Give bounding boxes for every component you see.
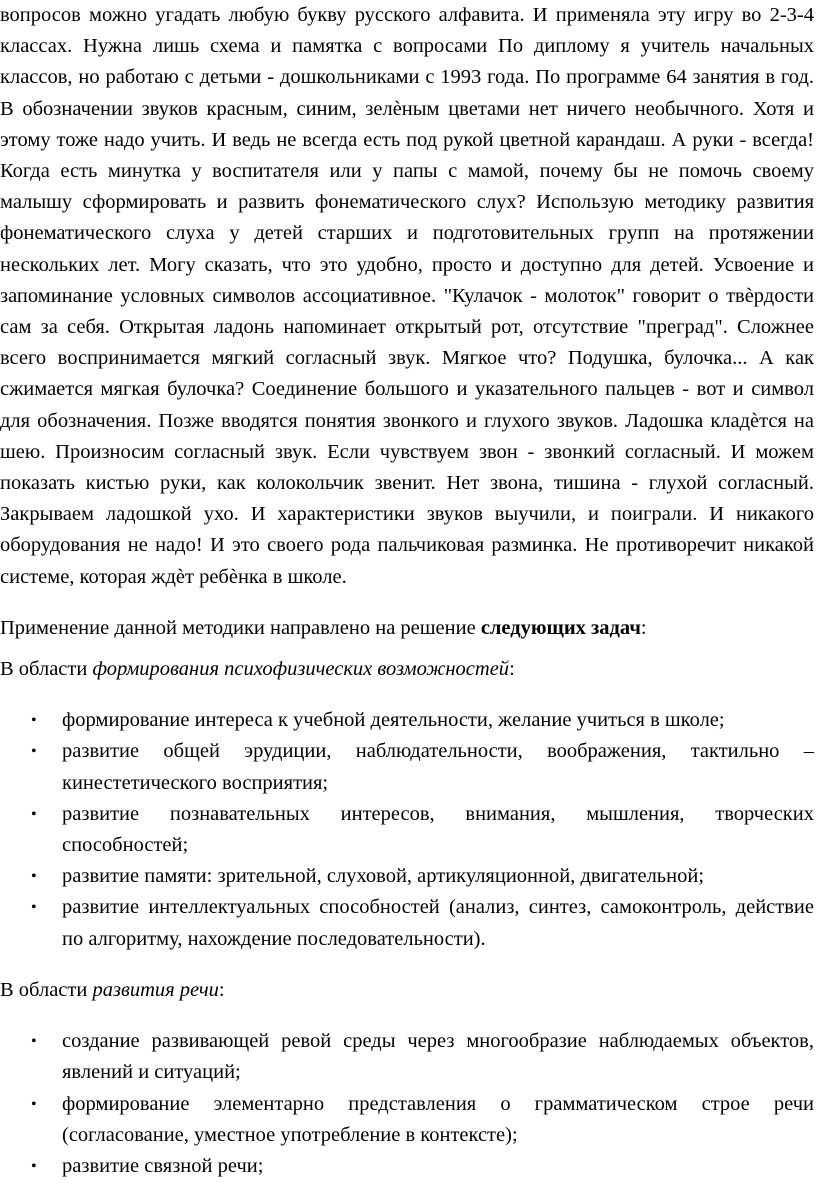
section2-list: [0, 1026, 814, 1182]
list-item: [0, 736, 814, 798]
tasks-line-prefix: Применение данной методики направлено на решение: [0, 616, 481, 639]
section1-heading: [0, 654, 814, 685]
bullet-icon: •: [31, 1157, 37, 1175]
list-item: [0, 861, 814, 892]
bullet-icon: •: [31, 712, 37, 730]
list-item: [0, 1151, 814, 1182]
section2-prefix: В области: [0, 978, 93, 1001]
list-item-text: развитие познавательных интересов, внимания, мышления, творческих способностей;: [62, 802, 814, 857]
list-item: [0, 799, 814, 861]
list-item-text: создание развивающей ревой среды через многообразие наблюдаемых объектов, явлений и ситуаций;: [62, 1030, 814, 1084]
section2-italic: развития речи: [92, 978, 219, 1001]
section1-italic: формирования психофизических возможностей: [92, 658, 510, 681]
spacer: [0, 1006, 814, 1026]
list-item-text: формирование интереса к учебной деятельности, желание учиться в школе;: [62, 709, 725, 732]
list-item: [0, 1089, 814, 1151]
intro-paragraph: вопросов можно угадать любую букву русского алфавита. И применяла эту игру во 2-3-4 классах. Нужна лишь схема и памятка с вопросами По диплому я учитель начальных классов, но работаю с детьми - дошкольниками с 1993 года. По программе 64 занятия в год. В обозначении звуков красным, синим, зелѐным цветами нет ничего необычного. Хотя и этому тоже надо учить. И ведь не всегда есть под рукой цветной карандаш. А руки - всегда! Когда есть минутка у воспитателя или у папы с мамой, почему бы не помочь своему малышу сформировать и развить фонематического слух? Использую методику развития фонематического слуха у детей старших и подготовительных групп на протяжении нескольких лет. Могу сказать, что это удобно, просто и доступно для детей. Усвоение и запоминание условных символов ассоциативное. "Кулачок - молоток" говорит о твѐрдости сам за себя. Открытая ладонь напоминает открытый рот, отсутствие "преград". Сложнее всего воспринимается мягкий согласный звук. Мягкое что? Подушка, булочка... А как сжимается мягкая булочка? Соединение большого и указательного пальцев - вот и символ для обозначения. Позже вводятся понятия звонкого и глухого звуков. Ладошка кладѐтся на шею. Произносим согласный звук. Если чувствуем звон - звонкий согласный. И можем показать кистью руки, как колокольчик звенит. Нет звона, тишина - глухой согласный. Закрываем ладошкой ухо. И характеристики звуков выучили, и поиграли. И никакого оборудования не надо! И это своего рода пальчиковая разминка. Не противоречит никакой системе, которая ждѐт ребѐнка в школе.: [0, 4, 814, 588]
spacer: [0, 955, 814, 975]
list-item: [0, 1026, 814, 1088]
section2-heading: [0, 975, 814, 1006]
section2-suffix: :: [218, 978, 225, 1001]
bullet-icon: •: [31, 899, 37, 917]
section1-prefix: В области: [0, 658, 93, 681]
tasks-line-suffix: :: [640, 616, 647, 639]
list-item-text: развитие интеллектуальных способностей (анализ, синтез, самоконтроль, действие по алгоритму, нахождение последовательности).: [62, 896, 814, 950]
bullet-icon: •: [31, 805, 37, 823]
bullet-icon: •: [31, 1033, 37, 1051]
spacer: [0, 593, 814, 613]
bullet-icon: •: [31, 868, 37, 886]
list-item-text: развитие связной речи;: [62, 1154, 264, 1177]
spacer: [0, 644, 814, 654]
list-item-text: развитие общей эрудиции, наблюдательности, воображения, тактильно – кинестетического восприятия;: [62, 740, 814, 794]
section1-list: [0, 705, 814, 955]
bullet-icon: •: [31, 743, 37, 761]
list-item: [0, 892, 814, 954]
list-item-text: формирование элементарно представления о грамматическом строе речи (согласование, уместное употребление в контексте);: [62, 1092, 814, 1146]
bullet-icon: •: [31, 1095, 37, 1113]
tasks-line: [0, 613, 814, 644]
list-item: [0, 705, 814, 736]
list-item-text: развитие памяти: зрительной, слуховой, артикуляционной, двигательной;: [62, 865, 705, 888]
spacer: [0, 685, 814, 705]
section1-suffix: :: [509, 658, 515, 681]
tasks-line-bold: следующих задач: [480, 616, 641, 639]
